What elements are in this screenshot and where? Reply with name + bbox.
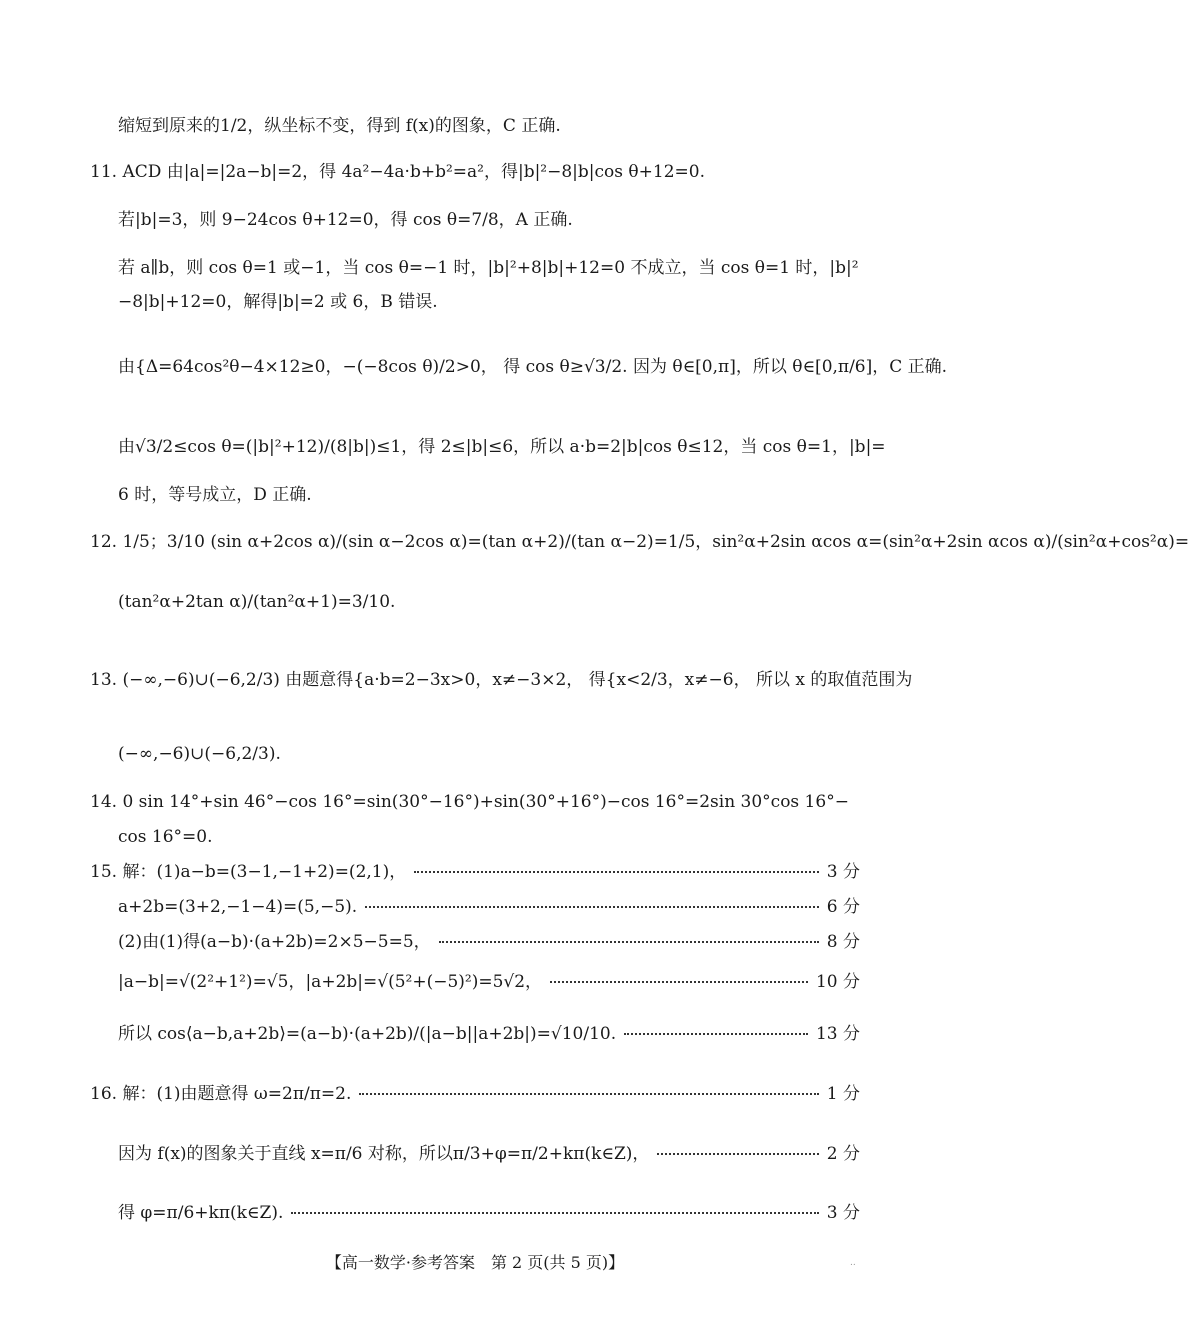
- leader-dots: [414, 871, 819, 873]
- leader-dots: [359, 1093, 818, 1095]
- scored-text: 得 φ=π/6+kπ(k∈Z).: [118, 1203, 284, 1223]
- text-line: 11. ACD 由|a|=|2a−b|=2，得 4a²−4a·b+b²=a²，得|b|²−8|b|cos θ+12=0.: [90, 162, 705, 182]
- leader-dots: [550, 981, 808, 983]
- score-label: 10 分: [815, 972, 860, 992]
- scored-text: 16. 解：(1)由题意得 ω=2π/π=2.: [90, 1084, 352, 1104]
- scored-line: [118, 932, 860, 952]
- scored-text: 因为 f(x)的图象关于直线 x=π/6 对称，所以π/3+φ=π/2+kπ(k∈Z)，: [118, 1144, 650, 1164]
- score-label: 3 分: [826, 862, 860, 882]
- scored-line: [118, 972, 860, 992]
- score-label: 3 分: [826, 1203, 860, 1223]
- text-line: cos 16°=0.: [118, 827, 213, 847]
- scored-text: 15. 解：(1)a−b=(3−1,−1+2)=(2,1)，: [90, 862, 407, 882]
- scored-line: [118, 897, 860, 917]
- edge-mark: ..: [850, 1258, 856, 1268]
- text-line: 14. 0 sin 14°+sin 46°−cos 16°=sin(30°−16°)+sin(30°+16°)−cos 16°=2sin 30°cos 16°−: [90, 792, 849, 812]
- score-label: 13 分: [815, 1024, 860, 1044]
- text-line: 12. 1/5；3/10 (sin α+2cos α)/(sin α−2cos α)=(tan α+2)/(tan α−2)=1/5，sin²α+2sin αcos α=(sin²α+2sin αcos α)/(sin²α+cos²α)=: [90, 532, 1189, 552]
- score-label: 6 分: [826, 897, 860, 917]
- score-label: 1 分: [826, 1084, 860, 1104]
- scored-text: 所以 cos⟨a−b,a+2b⟩=(a−b)·(a+2b)/(|a−b||a+2b|)=√10/10.: [118, 1024, 617, 1044]
- text-line: 缩短到原来的1/2，纵坐标不变，得到 f(x)的图象，C 正确.: [118, 116, 561, 136]
- score-label: 2 分: [826, 1144, 860, 1164]
- text-line: 由{Δ=64cos²θ−4×12≥0，−(−8cos θ)/2>0， 得 cos θ≥√3/2. 因为 θ∈[0,π]，所以 θ∈[0,π/6]，C 正确.: [118, 357, 948, 377]
- leader-dots: [657, 1153, 818, 1155]
- scored-text: |a−b|=√(2²+1²)=√5，|a+2b|=√(5²+(−5)²)=5√2，: [118, 972, 543, 992]
- leader-dots: [624, 1033, 808, 1035]
- scored-line: [118, 1144, 860, 1164]
- scored-line: [118, 1024, 860, 1044]
- leader-dots: [439, 941, 819, 943]
- text-line: 13. (−∞,−6)∪(−6,2/3) 由题意得{a·b=2−3x>0，x≠−3×2， 得{x<2/3，x≠−6， 所以 x 的取值范围为: [90, 670, 913, 690]
- text-line: (−∞,−6)∪(−6,2/3).: [118, 744, 281, 764]
- scored-text: a+2b=(3+2,−1−4)=(5,−5).: [118, 897, 358, 917]
- text-line: 若 a∥b，则 cos θ=1 或−1，当 cos θ=−1 时，|b|²+8|b|+12=0 不成立，当 cos θ=1 时，|b|²: [118, 258, 859, 278]
- text-line: (tan²α+2tan α)/(tan²α+1)=3/10.: [118, 592, 396, 612]
- scored-line: [90, 1084, 860, 1104]
- text-line: 6 时，等号成立，D 正确.: [118, 485, 312, 505]
- page-footer: 【高一数学·参考答案 第 2 页(共 5 页)】: [325, 1253, 625, 1272]
- leader-dots: [291, 1212, 818, 1214]
- scored-text: (2)由(1)得(a−b)·(a+2b)=2×5−5=5，: [118, 932, 431, 952]
- scored-line: [118, 1203, 860, 1223]
- leader-dots: [365, 906, 819, 908]
- score-label: 8 分: [826, 932, 860, 952]
- text-line: −8|b|+12=0，解得|b|=2 或 6，B 错误.: [118, 292, 438, 312]
- text-line: 若|b|=3，则 9−24cos θ+12=0，得 cos θ=7/8，A 正确.: [118, 210, 573, 230]
- scored-line: [90, 862, 860, 882]
- text-line: 由√3/2≤cos θ=(|b|²+12)/(8|b|)≤1，得 2≤|b|≤6，所以 a·b=2|b|cos θ≤12，当 cos θ=1，|b|=: [118, 437, 886, 457]
